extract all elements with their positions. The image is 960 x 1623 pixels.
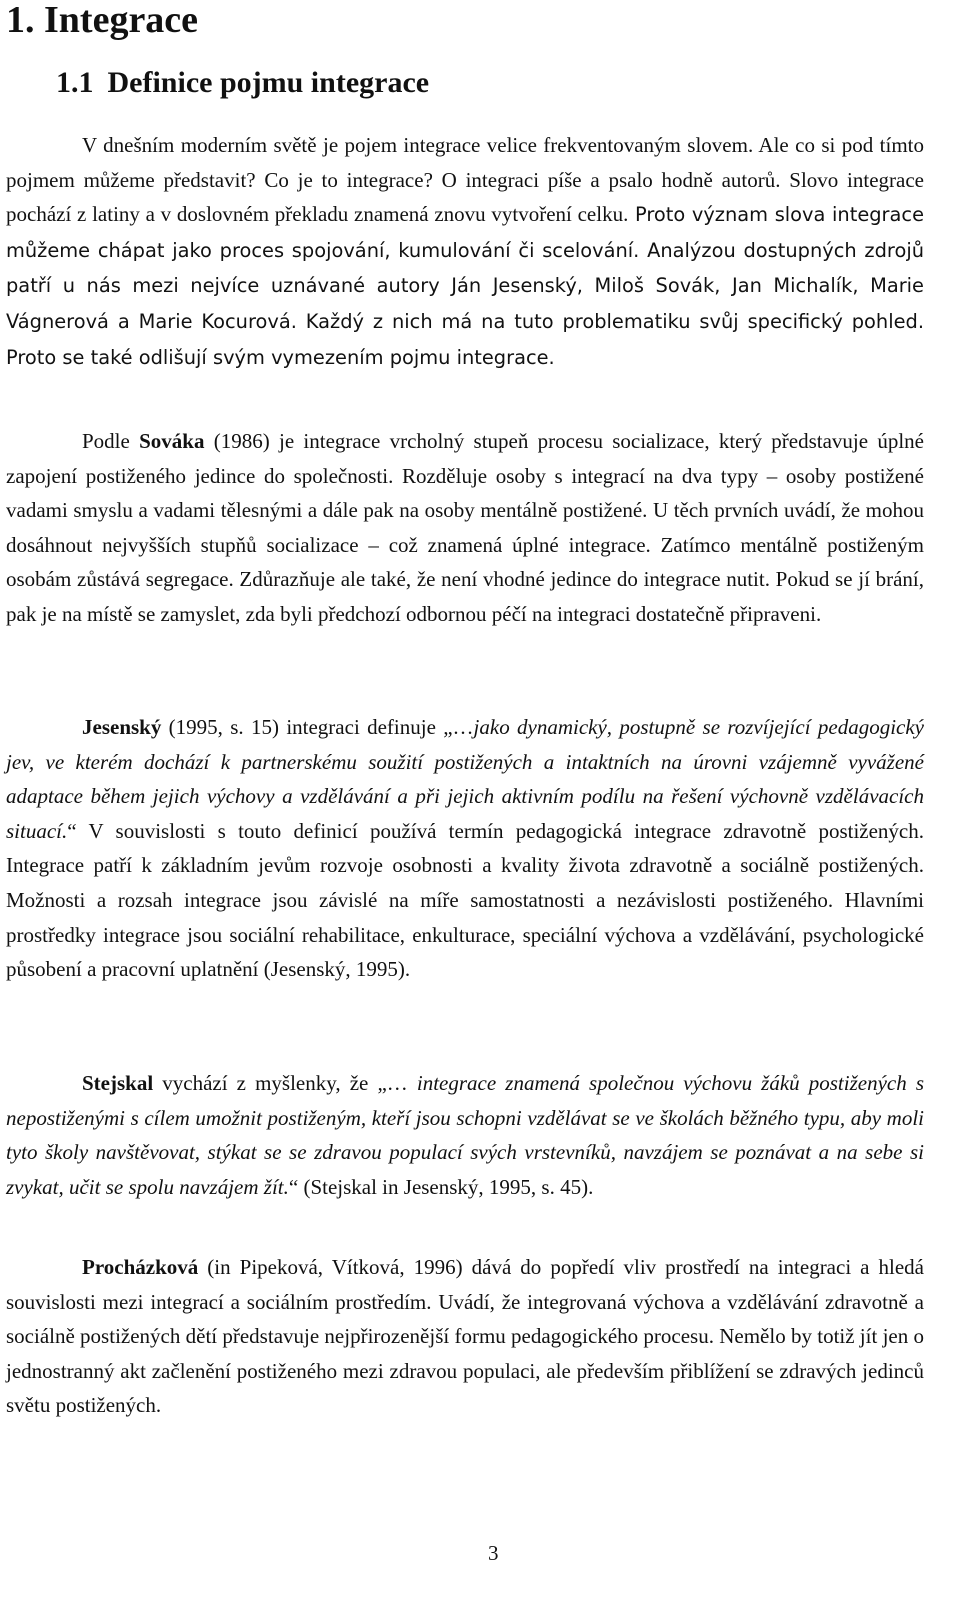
stejskal-prefix: vychází z myšlenky, že „… <box>153 1071 417 1095</box>
sovak-prefix: Podle <box>82 429 140 453</box>
intro-text-sans: Proto význam slova integrace můžeme chápat jako proces spojování, kumulování či scelování. Analýzou dostupných zdrojů patří u nás mezi nejvíce uznávané autory Ján Jesenský, Miloš Sovák, Jan Michalík, Marie Vágnerová a Marie Kocurová. Každý z nich má na tuto problematiku svůj specifický pohled. Proto se také odlišují svým vymezením pojmu integrace. <box>6 203 925 369</box>
page-number: 3 <box>488 1541 499 1565</box>
intro-text: V dnešním moderním světě je pojem integrace velice frekventovaným slovem. Ale co si pod tímto pojmem můžeme představit? Co je to integrace? O integraci píše a psalo hodně autorů. Slovo integrace pochází z latiny a v doslovném překladu znamená znovu vytvoření celku. <box>6 133 924 227</box>
paragraph-stejskal <box>6 1066 924 1204</box>
stejskal-suffix: “ (Stejskal in Jesenský, 1995, s. 45). <box>288 1174 594 1199</box>
sovak-text: (1986) je integrace vrcholný stupeň procesu socializace, který představuje úplné zapojení postiženého jedince do společnosti. <box>6 429 924 488</box>
section-title: Definice pojmu integrace <box>107 66 430 99</box>
paragraph-sovak <box>6 424 924 632</box>
section-number: 1.1 <box>56 66 94 99</box>
author-sovak: Sováka <box>139 429 205 453</box>
author-prochazkova: Procházková <box>82 1255 199 1279</box>
chapter-heading: 1. Integrace <box>6 0 199 41</box>
jesensky-text: “ V souvislosti s touto definicí používá termín pedagogická integrace zdravotně postižených. Integrace patří k základním jevům rozvoje osobnosti a kvality života zdravotně a sociálně postižených. Možnosti a rozsah integrace jsou závislé na míře samostatnosti a nezávislosti postiženého. Hlavními prostředky integrace jsou sociální rehabilitace, enkulturace, speciální výchova a vzdělávání, psychologické působení a pracovní uplatnění (Jesenský, 1995). <box>6 818 924 982</box>
paragraph-jesensky <box>6 710 924 987</box>
prochazkova-text: (in Pipeková, Vítková, 1996) dává do popředí vliv prostředí na integraci a hledá souvislosti mezi integrací a sociálním prostředím. Uvádí, že integrovaná výchova a vzdělávání zdravotně a sociálně postižených dětí představuje nejpřirozenější formu pedagogického procesu. Nemělo by totiž jít jen o jednostranný akt začlenění postiženého mezi zdravou populaci, ale především přiblížení se zdravých jedinců světu postižených. <box>6 1255 924 1418</box>
paragraph-intro <box>6 128 924 375</box>
author-jesensky: Jesenský <box>82 715 162 739</box>
stejskal-quote: integrace znamená společnou výchovu žáků postižených s nepostiženými s cílem umožnit postiženým, kteří jsou schopni vzdělávat se ve školách běžného typu, aby moli tyto školy navštěvovat, stýkat se se zdravou populací svých vrstevníků, navzájem se poznávat a na sebe si zvykat, učit se spolu navzájem žít. <box>6 1071 924 1199</box>
sovak-text-rest: Rozděluje osoby s integrací na dva typy – osoby postižené vadami smyslu a vadami tělesnými a dále pak na osoby mentálně postižené. U těch prvních uvádí, že mohou dosáhnout nejvyšších stupňů socializace – což znamená úplné integrace. Zatímco mentálně postiženým osobám zůstává segregace. Zdůrazňuje ale také, že není vhodné jedince do integrace nutit. Pokud se jí brání, pak je na místě se zamyslet, zda byli předchozí odbornou péčí na integraci dostatečně připraveni. <box>6 463 924 626</box>
section-heading <box>56 66 429 100</box>
paragraph-prochazkova <box>6 1250 924 1423</box>
jesensky-prefix: (1995, s. 15) integraci definuje „… <box>161 715 474 739</box>
jesensky-quote: jako dynamický, postupně se rozvíjející pedagogický jev, ve kterém dochází k partnerskému soužití postižených a intaktních na úrovni vzájemně vyvážené adaptace během jejich výchovy a vzdělávání a při jejich aktivním podílu na řešení výchovně vzdělávacích situací. <box>6 715 924 843</box>
author-stejskal: Stejskal <box>82 1071 154 1095</box>
